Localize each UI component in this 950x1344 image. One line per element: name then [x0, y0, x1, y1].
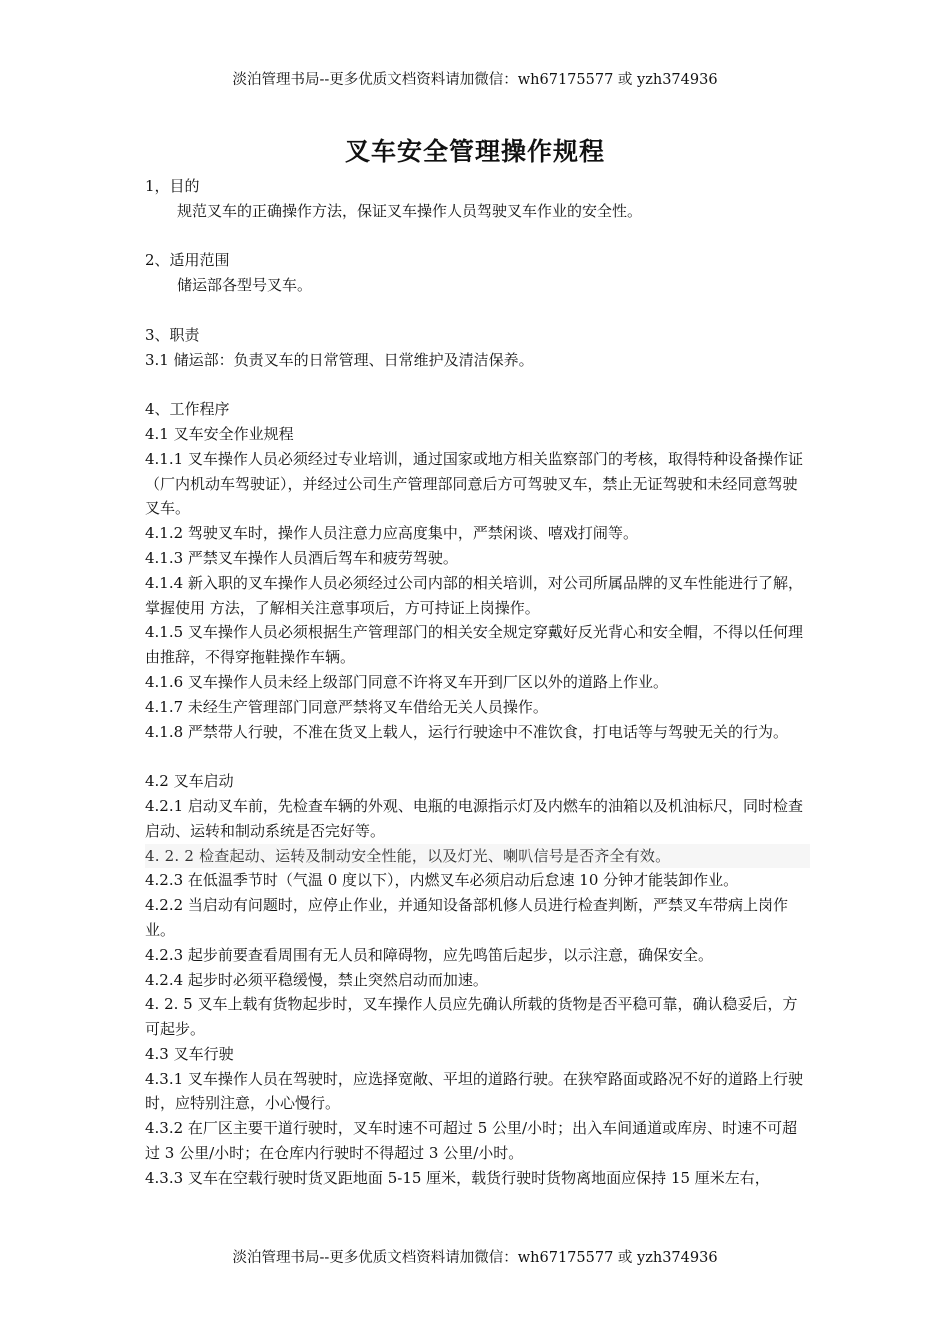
paragraph: 4.2.3 起步前要查看周围有无人员和障碍物，应先鸣笛后起步，以示注意，确保安全。 [145, 945, 713, 964]
subsection-heading: 4.1 叉车安全作业规程 [145, 424, 294, 443]
section-heading: 2、适用范围 [145, 251, 230, 270]
page-footer: 淡泊管理书局--更多优质文档资料请加微信：wh67175577 或 yzh374936 [232, 1250, 718, 1266]
paragraph: 4.2.4 起步时必须平稳缓慢，禁止突然启动而加速。 [145, 970, 488, 989]
paragraph: 4.2.3 在低温季节时（气温 0 度以下），内燃叉车必须启动后怠速 10 分钟才能装卸作业。 [145, 871, 739, 890]
spacer [145, 744, 810, 769]
paragraph: 3.1 储运部：负责叉车的日常管理、日常维护及清洁保养。 [145, 350, 534, 369]
paragraph: 4.1.2 驾驶叉车时，操作人员注意力应高度集中，严禁闲谈、嘻戏打闹等。 [145, 524, 638, 543]
paragraph: 4.1.4 新入职的叉车操作人员必须经过公司内部的相关培训，对公司所属品牌的叉车性能进行了解，掌握使用 方法，了解相关注意事项后，方可持证上岗操作。 [145, 573, 803, 617]
section-heading: 4、工作程序 [145, 400, 230, 419]
page-header: 淡泊管理书局--更多优质文档资料请加微信：wh67175577 或 yzh374936 [232, 72, 718, 88]
paragraph: 4.1.7 未经生产管理部门同意严禁将叉车借给无关人员操作。 [145, 697, 548, 716]
paragraph: 规范叉车的正确操作方法，保证叉车操作人员驾驶叉车作业的安全性。 [177, 201, 643, 220]
spacer [145, 224, 810, 249]
paragraph: 4.3.2 在厂区主要干道行驶时，叉车时速不可超过 5 公里/小时；出入车间通道或库房、时速不可超过 3 公里/小时；在仓库内行驶时不得超过 3 公里/小时。 [145, 1119, 798, 1163]
paragraph: 4.3.3 叉车在空载行驶时货叉距地面 5-15 厘米，载货行驶时货物离地面应保持 15 厘米左右， [145, 1168, 770, 1187]
document-body [145, 174, 810, 1191]
section-heading: 3、职责 [145, 325, 200, 344]
subsection-heading: 4.2 叉车启动 [145, 772, 234, 791]
paragraph: 储运部各型号叉车。 [177, 276, 313, 295]
paragraph: 4.2.2 当启动有问题时，应停止作业，并通知设备部机修人员进行检查判断，严禁叉车带病上岗作业。 [145, 896, 788, 939]
paragraph: 4.1.5 叉车操作人员必须根据生产管理部门的相关安全规定穿戴好反光背心和安全帽，不得以任何理由推辞，不得穿拖鞋操作车辆。 [145, 623, 803, 667]
spacer [145, 298, 810, 323]
paragraph: 4.1.8 严禁带人行驶，不准在货叉上载人，运行行驶途中不准饮食，打电话等与驾驶无关的行为。 [145, 722, 788, 741]
document-title: 叉车安全管理操作规程 [344, 137, 605, 166]
paragraph: 4.3.1 叉车操作人员在驾驶时，应选择宽敞、平坦的道路行驶。在狭窄路面或路况不好的道路上行驶时，应特别注意，小心慢行。 [145, 1069, 803, 1113]
paragraph: 4.1.3 严禁叉车操作人员酒后驾车和疲劳驾驶。 [145, 548, 458, 567]
paragraph: 4.2.1 启动叉车前，先检查车辆的外观、电瓶的电源指示灯及内燃车的油箱以及机油标尺，同时检查启动、运转和制动系统是否完好等。 [145, 796, 803, 840]
paragraph: 4. 2. 5 叉车上载有货物起步时，叉车操作人员应先确认所载的货物是否平稳可靠，确认稳妥后，方可起步。 [145, 995, 798, 1039]
section-heading: 1，目的 [145, 177, 200, 195]
paragraph: 4.1.6 叉车操作人员未经上级部门同意不许将叉车开到厂区以外的道路上作业。 [145, 672, 668, 691]
paragraph: 4. 2. 2 检查起动、运转及制动安全性能，以及灯光、喇叭信号是否齐全有效。 [145, 844, 810, 869]
subsection-heading: 4.3 叉车行驶 [145, 1044, 234, 1063]
spacer [145, 372, 810, 397]
paragraph: 4.1.1 叉车操作人员必须经过专业培训，通过国家或地方相关监察部门的考核，取得特种设备操作证（厂内机动车驾驶证），并经过公司生产管理部同意后方可驾驶叉车，禁止无证驾驶和未经同意驾驶叉车。 [145, 449, 803, 518]
